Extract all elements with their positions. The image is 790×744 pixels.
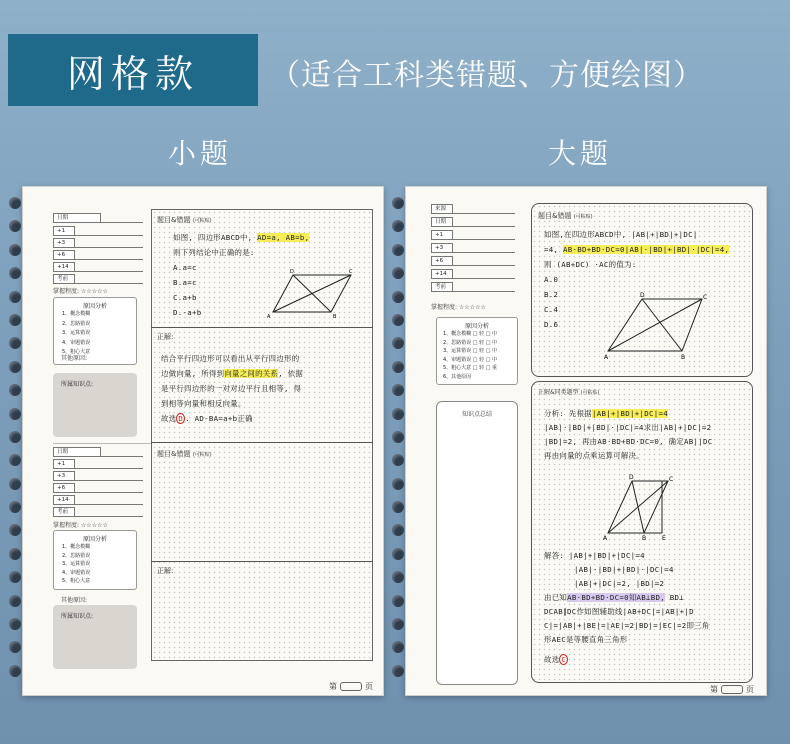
answer-line: 到相等向量和相反向量。 <box>161 399 246 408</box>
header-title: 网格款 <box>66 51 199 96</box>
other-reason: 其他原因: <box>61 355 88 362</box>
question-text: 如图, 四边形ABCD中, AD=a, AB=b, 则下列结论中正确的是: A.a=c B.a=c C.a+b D.-a+b <box>173 230 309 320</box>
answer-line: |BD|=2, 再由AB·BD+BD·DC=0, 确定AB||DC <box>544 437 713 446</box>
reason-item: 2、思路错误 <box>62 320 91 327</box>
answer-line: 结合平行四边形可以看出从平行四边形的 <box>161 354 300 363</box>
reason-item: 4、审题错误 □ 轻 □ 中 <box>443 356 498 363</box>
answer-choice: C <box>561 655 567 664</box>
answer-line: 再由向量的点乘运算可解决。 <box>544 451 644 460</box>
page-number-field[interactable] <box>721 685 743 694</box>
reason-item: 2、思路错误 <box>62 552 91 559</box>
review-tag: +3 <box>53 238 75 248</box>
reason-item: 3、运算错误 □ 轻 □ 中 <box>443 348 498 355</box>
header-subtitle: （适合工科类错题、方便绘图） <box>270 58 704 93</box>
svg-text:B: B <box>642 535 647 541</box>
reason-item: 4、审题错误 <box>62 339 91 346</box>
quadrilateral-diagram <box>602 291 714 361</box>
page-number-field[interactable] <box>340 682 362 691</box>
reason-item: 5、粗心大意 <box>62 578 91 584</box>
binding-rings <box>392 197 406 688</box>
reason-title: 原因分析 <box>464 323 489 330</box>
mastery-rating[interactable]: 掌握程度: ☆☆☆☆☆ <box>431 304 486 311</box>
reason-item: 1、概念模糊 □ 轻 □ 中 <box>443 331 498 337</box>
review-tag: +6 <box>53 483 75 493</box>
kp-label: 所属知识点: <box>61 381 94 388</box>
knowledge-summary-box[interactable] <box>436 401 518 685</box>
date-tag: 日期 <box>431 217 453 227</box>
reason-title: 原因分析 <box>82 303 107 310</box>
right-label: 大题 <box>548 137 613 170</box>
left-notebook-page <box>22 186 384 696</box>
question-line: 则下列结论中正确的是: <box>173 248 255 257</box>
svg-text:A: A <box>267 314 271 319</box>
auxiliary-diagram <box>602 473 682 541</box>
reason-box <box>436 317 518 385</box>
right-notebook-page <box>405 186 767 696</box>
review-tag: +14 <box>431 269 453 279</box>
exam-tag: 考前 <box>53 274 75 284</box>
question-line: 如图,在四边形ABCD中, |AB|+|BD|+|DC| <box>544 230 698 239</box>
reason-item: 4、审题错误 <box>62 569 91 576</box>
svg-text:E: E <box>662 535 666 541</box>
reason-item: 5、粗心大意 <box>62 349 91 355</box>
reason-item: 6、其他原因 <box>443 373 472 380</box>
review-tag: +3 <box>431 243 453 253</box>
question-line: C.a+b <box>173 293 197 302</box>
svg-text:A: A <box>604 354 609 361</box>
reason-item: 3、运算错误 <box>62 561 91 567</box>
page-number: 第 页 <box>329 682 373 691</box>
mastery-rating[interactable]: 掌握程度: ☆☆☆☆☆ <box>53 288 108 295</box>
kp-label: 知识点总结 <box>461 411 492 418</box>
svg-text:C: C <box>349 269 353 275</box>
answer-label: 正解: <box>157 333 174 341</box>
svg-text:D: D <box>290 269 294 275</box>
answer-text: 结合平行四边形可以看出从平行四边形的 边做向量, 所得到向量之间的关系, 依据 是平行四边形的一对对边平行且相等, 得 到相等向量和相反向量。 故选 D . AD-BA=a+b正确 <box>161 351 303 426</box>
question-line: D.6 <box>544 320 559 329</box>
svg-text:B: B <box>333 314 337 319</box>
question-line: A.a=c <box>173 263 197 272</box>
answer-line: 形AEC是等腰直角三角形 <box>544 635 628 644</box>
date-tag: 日期 <box>53 447 101 457</box>
answer-label: 正解: <box>157 567 174 575</box>
review-tag: +1 <box>431 230 453 240</box>
highlight: |AB|+|BD|+|DC|=4 <box>591 409 668 418</box>
highlight: AB·BD+BD·DC=0知AB⊥BD, <box>567 593 666 602</box>
reason-title: 原因分析 <box>82 536 107 543</box>
svg-text:C: C <box>669 476 674 483</box>
highlight: 向量之间的关系 <box>224 369 279 378</box>
answer-line: 是平行四边形的一对对边平行且相等, 得 <box>161 384 302 393</box>
svg-text:B: B <box>681 354 686 361</box>
question-label: 题目&错题 (可粘贴) <box>538 212 593 220</box>
question-label: 题目&错题 (可粘贴) <box>157 216 212 224</box>
answer-line: |AB|·|BD|+|BD|·|DC|=4 <box>574 565 674 574</box>
knowledge-point-box <box>53 373 137 437</box>
binding-rings <box>9 197 23 688</box>
review-tag: +6 <box>431 256 453 266</box>
question-line: A.0 <box>544 275 559 284</box>
mastery-rating[interactable]: 掌握程度: ☆☆☆☆☆ <box>53 522 108 529</box>
review-tag: +1 <box>53 226 75 236</box>
highlight: AB·BD+BD·DC=0|AB|·|BD|+|BD|·|DC|=4, <box>563 245 730 254</box>
page-number: 第 页 <box>710 685 754 694</box>
review-tag: +3 <box>53 471 75 481</box>
answer-line: C|=|AB|+|BE|=|AE|=2|BD|=|EC|=2即三角 <box>544 621 710 630</box>
other-reason: 其他原因: <box>61 597 88 604</box>
review-tag: +14 <box>53 262 75 272</box>
parallelogram-diagram <box>265 267 355 319</box>
svg-text:D: D <box>640 292 645 299</box>
answer-line: |AB|+|DC|=2, |BD|=2 <box>574 579 665 588</box>
reason-box <box>53 530 137 590</box>
left-label: 小题 <box>168 137 233 170</box>
knowledge-point-box <box>53 605 137 669</box>
question-line: D.-a+b <box>173 308 202 317</box>
reason-item: 1、概念模糊 <box>62 544 91 550</box>
review-tag: +14 <box>53 495 75 505</box>
svg-text:C: C <box>703 294 708 301</box>
title-box <box>8 34 258 106</box>
solution-text: 解答: |AB|+|BD|+|DC|=4 |AB|·|BD|+|BD|·|DC|=4 |AB|+|DC|=2, |BD|=2 由已知AB·BD+BD·DC=0知AB⊥BD, BD⊥ DCAB∥DC作如图辅助线|AB+DC|=|AB|+|D C|=|AB|+|BE|=|AE|=2|BD|=|EC|=2即三角 形AEC是等腰直角三角形 故选 C <box>544 551 710 664</box>
question-line: B.2 <box>544 290 559 299</box>
svg-text:A: A <box>603 535 608 541</box>
date-tag: 日期 <box>53 213 101 223</box>
reason-item: 1、概念模糊 <box>62 311 91 317</box>
review-tag: +6 <box>53 250 75 260</box>
exam-tag: 考前 <box>53 507 75 517</box>
answer-choice: D <box>178 414 184 423</box>
answer-line: |AB|·|BD|+|BD|·|DC|=4求出|AB|+|DC|=2 <box>544 423 712 432</box>
question-line: B.a=c <box>173 278 197 287</box>
reason-item: 3、运算错误 <box>62 330 91 336</box>
exam-tag: 考前 <box>431 282 453 292</box>
svg-text:D: D <box>629 474 634 481</box>
answer-text: 分析: 先根据|AB|+|BD|+|DC|=4 |AB|·|BD|+|BD|·|DC|=4求出|AB|+|DC|=2 |BD|=2, 再由AB·BD+BD·DC=0, 确定AB||DC 再由向量的点乘运算可解决。 <box>544 407 713 463</box>
reason-item: 2、思路错误 □ 轻 □ 中 <box>443 339 498 346</box>
question-text: 如图,在四边形ABCD中, |AB|+|BD|+|DC| =4, AB·BD+BD·DC=0|AB|·|BD|+|BD|·|DC|=4, 则 (AB+DC) ·AC的值为: A.0 B.2 C.4 D.6 <box>544 227 729 332</box>
question-line: C.4 <box>544 305 559 314</box>
source-tag: 来源 <box>431 204 453 214</box>
answer-line: 解答: |AB|+|BD|+|DC|=4 <box>544 551 645 560</box>
question-line: 则 (AB+DC) ·AC的值为: <box>544 260 637 269</box>
answer-label: 正解&同类题型 (可粘贴) <box>538 389 600 396</box>
question-label: 题目&错题 (可粘贴) <box>157 450 212 458</box>
kp-label: 所属知识点: <box>61 613 94 620</box>
reason-item: 5、粗心大意 □ 轻 □ 重 <box>443 365 498 372</box>
highlight: AD=a, AB=b, <box>257 233 310 242</box>
review-tag: +1 <box>53 459 75 469</box>
answer-line: DCAB∥DC作如图辅助线|AB+DC|=|AB|+|D <box>544 607 694 616</box>
